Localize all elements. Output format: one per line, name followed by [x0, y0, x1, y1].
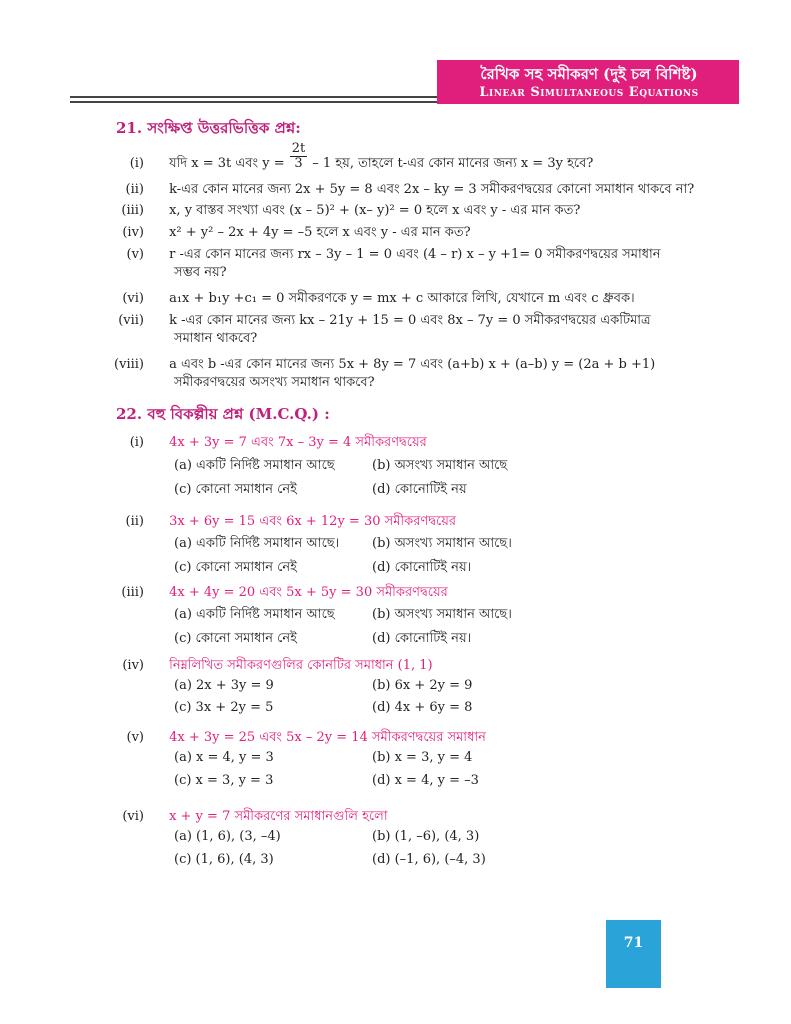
mcq-2-option-b: (b) অসংখ্য সমাধান আছে। — [372, 536, 512, 551]
fraction-2t-over-3: $\frac{2t}{3}$ — [291, 141, 306, 171]
mcq-1-option-a: (a) একটি নির্দিষ্ট সমাধান আছে — [174, 458, 335, 473]
mcq-5-option-c: (c) x = 3, y = 3 — [174, 773, 274, 788]
chapter-title-english: Linear Simultaneous Equations — [479, 85, 699, 100]
mcq-4-option-a: (a) 2x + 3y = 9 — [174, 678, 274, 693]
mcq-question-6: (vi) x + y = 7 সমীকরণের সমাধানগুলি হলো — [122, 809, 388, 824]
short-question-6: (vi) a₁x + b₁y +c₁ = 0 সমীকরণকে y = mx + c আকারে লিখি, যেখানে m এবং c ধ্রুবক। — [122, 291, 635, 306]
mcq-3-option-b: (b) অসংখ্য সমাধান আছে। — [372, 607, 512, 622]
short-question-3: (iii) x, y বাস্তব সংখ্যা এবং (x – 5)² + (x– y)² = 0 হলে x এবং y - এর মান কত? — [121, 203, 581, 218]
section-21-heading: 21. সংক্ষিপ্ত উত্তরভিত্তিক প্রশ্ন: — [116, 119, 301, 137]
mcq-1-option-b: (b) অসংখ্য সমাধান আছে — [372, 458, 508, 473]
mcq-6-option-b: (b) (1, –6), (4, 3) — [372, 829, 480, 844]
mcq-2-option-a: (a) একটি নির্দিষ্ট সমাধান আছে। — [174, 536, 340, 551]
mcq-1-option-c: (c) কোনো সমাধান নেই — [174, 482, 297, 497]
short-question-7: (vii) k -এর কোন মানের জন্য kx – 21y + 15 = 0 এবং 8x – 7y = 0 সমীকরণদ্বয়ের একটিমাত্র — [118, 313, 651, 328]
mcq-4-option-c: (c) 3x + 2y = 5 — [174, 700, 274, 715]
header-rule-bottom — [70, 101, 437, 103]
mcq-question-2: (ii) 3x + 6y = 15 এবং 6x + 12y = 30 সমীকরণদ্বয়ের — [125, 514, 457, 529]
mcq-question-4: (iv) নিম্নলিখিত সমীকরণগুলির কোনটির সমাধান (1, 1) — [122, 658, 433, 673]
short-question-4: (iv) x² + y² – 2x + 4y = –5 হলে x এবং y - এর মান কত? — [122, 225, 471, 240]
page-number: 71 — [623, 935, 644, 951]
chapter-title-bengali: রৈখিক সহ সমীকরণ (দুই চল বিশিষ্ট) — [480, 65, 698, 83]
mcq-5-option-a: (a) x = 4, y = 3 — [174, 750, 274, 765]
short-question-1: (i) যদি x = 3t এবং y = $\frac{2t}{3}$ – 1 হয়, তাহলে t-এর কোন মানের জন্য x = 3y হবে? — [129, 141, 594, 171]
mcq-3-option-c: (c) কোনো সমাধান নেই — [174, 631, 297, 646]
mcq-1-option-d: (d) কোনোটিই নয় — [372, 482, 467, 497]
mcq-6-option-c: (c) (1, 6), (4, 3) — [174, 852, 274, 867]
short-question-7-cont: সমাধান থাকবে? — [174, 331, 258, 346]
mcq-3-option-a: (a) একটি নির্দিষ্ট সমাধান আছে — [174, 607, 335, 622]
mcq-question-3: (iii) 4x + 4y = 20 এবং 5x + 5y = 30 সমীকরণদ্বয়ের — [121, 585, 448, 600]
short-question-8-cont: সমীকরণদ্বয়ের অসংখ্য সমাধান থাকবে? — [174, 375, 375, 390]
short-question-8: (viii) a এবং b -এর কোন মানের জন্য 5x + 8y = 7 এবং (a+b) x + (a–b) y = (2a + b +1) — [114, 357, 656, 372]
mcq-4-option-d: (d) 4x + 6y = 8 — [372, 700, 473, 715]
mcq-question-5: (v) 4x + 3y = 25 এবং 5x – 2y = 14 সমীকরণদ্বয়ের সমাধান — [126, 730, 486, 745]
short-question-2: (ii) k-এর কোন মানের জন্য 2x + 5y = 8 এবং 2x – ky = 3 সমীকরণদ্বয়ের কোনো সমাধান থাকবে না? — [125, 182, 695, 197]
short-question-5-cont: সম্ভব নয়? — [174, 265, 227, 280]
header-rule-top — [70, 96, 437, 98]
short-question-5: (v) r -এর কোন মানের জন্য rx – 3y – 1 = 0 এবং (4 – r) x – y +1= 0 সমীকরণদ্বয়ের সমাধান — [126, 247, 661, 262]
mcq-6-option-a: (a) (1, 6), (3, –4) — [174, 829, 281, 844]
mcq-5-option-d: (d) x = 4, y = –3 — [372, 773, 479, 788]
mcq-4-option-b: (b) 6x + 2y = 9 — [372, 678, 473, 693]
page-number-box — [606, 920, 661, 988]
mcq-5-option-b: (b) x = 3, y = 4 — [372, 750, 473, 765]
mcq-6-option-d: (d) (–1, 6), (–4, 3) — [372, 852, 486, 867]
mcq-question-1: (i) 4x + 3y = 7 এবং 7x – 3y = 4 সমীকরণদ্বয়ের — [129, 435, 427, 450]
mcq-2-option-d: (d) কোনোটিই নয়। — [372, 560, 472, 575]
mcq-2-option-c: (c) কোনো সমাধান নেই — [174, 560, 297, 575]
section-22-heading: 22. বহু বিকল্পীয় প্রশ্ন (M.C.Q.) : — [116, 405, 330, 423]
mcq-3-option-d: (d) কোনোটিই নয়। — [372, 631, 472, 646]
